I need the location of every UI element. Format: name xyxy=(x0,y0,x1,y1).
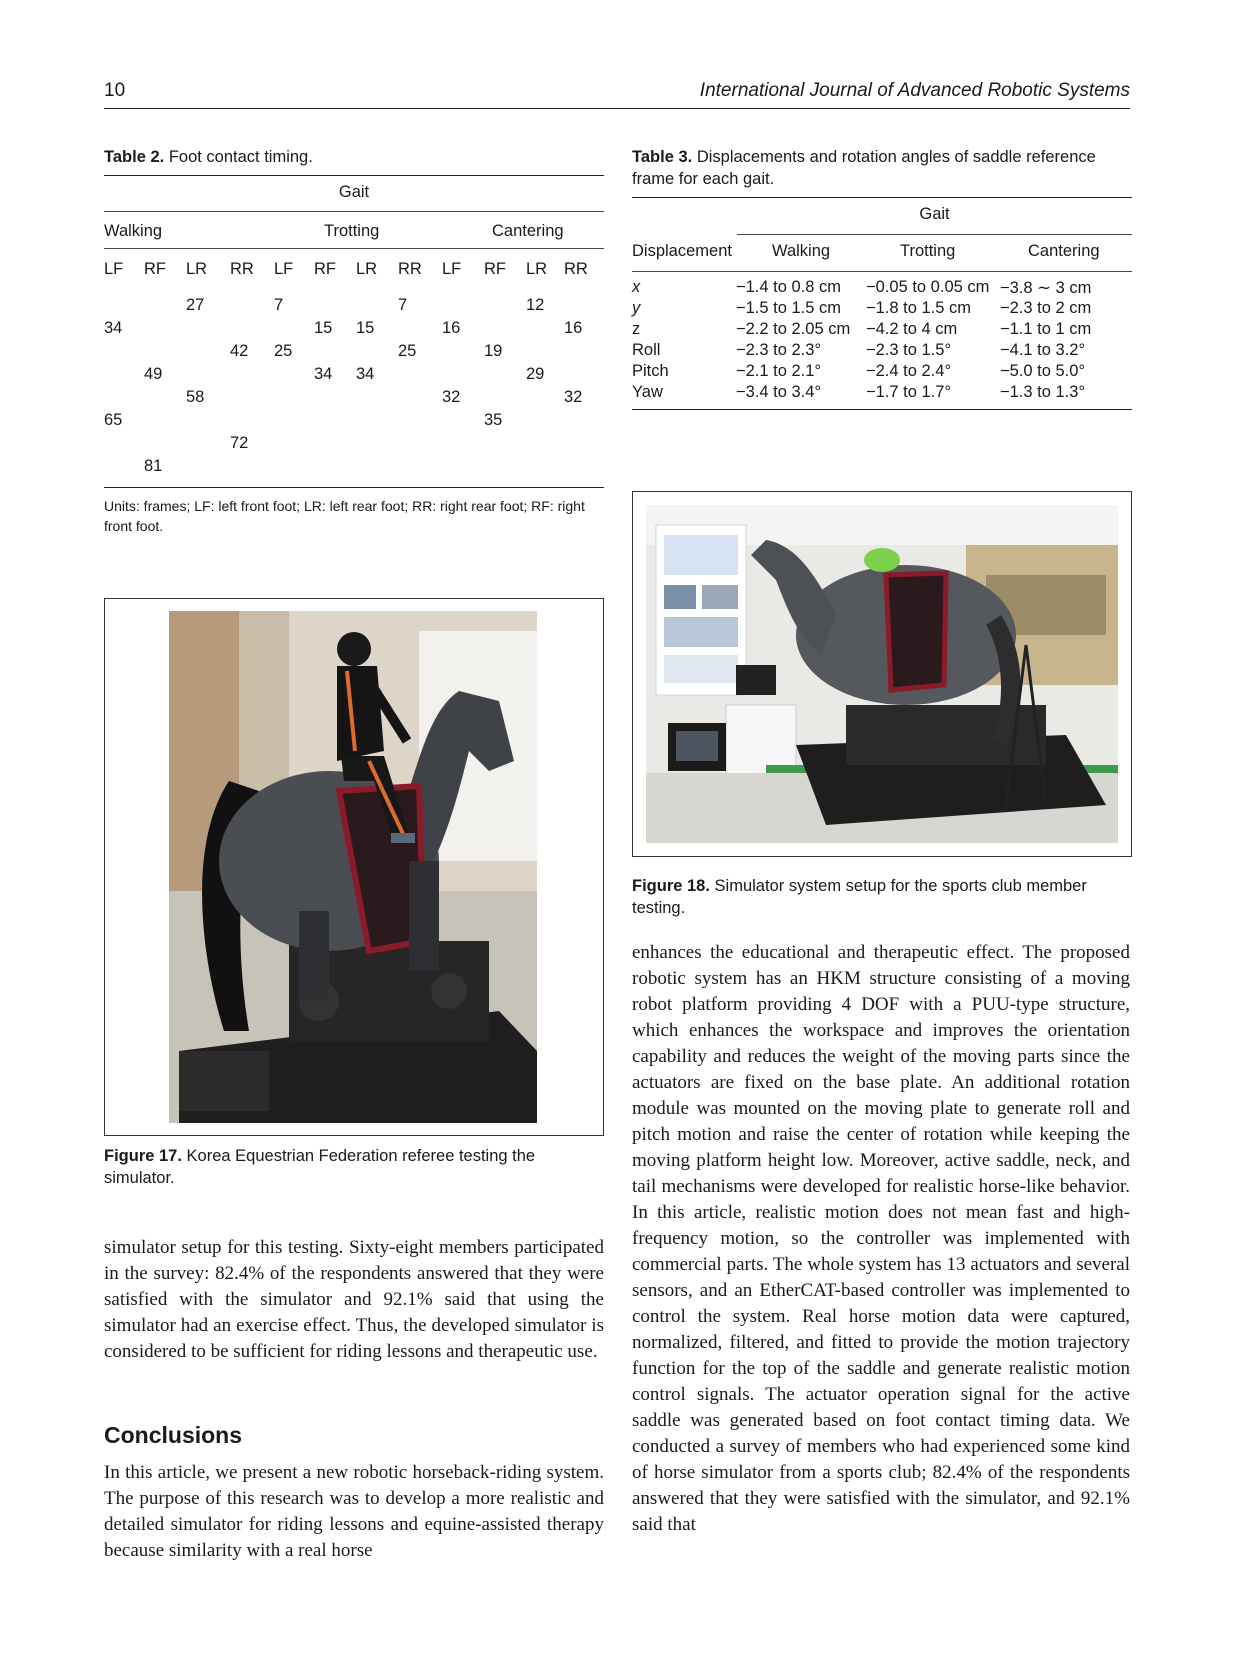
table-3-cell: −1.5 to 1.5 cm xyxy=(736,299,842,317)
table-3-cell: −2.3 to 1.5° xyxy=(866,341,952,359)
table-3-cell: −1.4 to 0.8 cm xyxy=(736,278,842,296)
table-2-foot-header: LF xyxy=(104,260,124,278)
table-3-row-label: Yaw xyxy=(632,383,663,401)
table-3-col-walking: Walking xyxy=(772,242,831,260)
conclusions-paragraph: In this article, we present a new robotic horseback-riding system. The purpose of this research was to develop a more realistic and detailed simulator for riding lessons and equine-assisted therapy because similarity with a real horse xyxy=(104,1462,604,1561)
table-2-gait-rule xyxy=(104,211,604,212)
table-3-col-displacement: Displacement xyxy=(632,242,732,260)
table-2-gait-walking: Walking xyxy=(104,222,163,240)
figure-17-photo xyxy=(169,611,537,1123)
table-3-col-trotting: Trotting xyxy=(900,242,956,260)
table-2-foot-header: RR xyxy=(230,260,254,278)
table-3-row-label: x xyxy=(632,278,641,296)
table-2-cell: 34 xyxy=(104,319,123,337)
table-2-foot-header: LR xyxy=(186,260,208,278)
figure-18-frame xyxy=(632,491,1132,857)
table-2-foot-header: RF xyxy=(144,260,166,278)
table-2-cell: 32 xyxy=(442,388,461,406)
table-2-cell: 16 xyxy=(564,319,583,337)
table-2-cell: 34 xyxy=(314,365,333,383)
figure-17-caption xyxy=(104,1145,604,1189)
table-3-cell: −4.2 to 4 cm xyxy=(866,320,958,338)
table-2-cell: 29 xyxy=(526,365,545,383)
table-3-cell: −4.1 to 3.2° xyxy=(1000,341,1086,359)
table-3-header-rule xyxy=(632,271,1132,272)
journal-name: International Journal of Advanced Robotic Systems xyxy=(699,80,1130,101)
figure-18-caption-text: Simulator system setup for the sports club member testing. xyxy=(632,877,1087,917)
figure-18-label: Figure 18. xyxy=(632,877,710,895)
table-3-gait-rule xyxy=(737,234,1132,235)
table-3-row-label: z xyxy=(632,320,641,338)
table-2-foot-header: LR xyxy=(526,260,548,278)
table-2-foot-header: RF xyxy=(314,260,336,278)
table-2-caption xyxy=(104,146,604,168)
table-2-cell: 81 xyxy=(144,457,163,475)
table-2-cell: 7 xyxy=(274,296,284,314)
table-2-cell: 16 xyxy=(442,319,461,337)
table-3-cell: −3.8 ∼ 3 cm xyxy=(1000,279,1092,297)
table-3-cell: −1.3 to 1.3° xyxy=(1000,383,1086,401)
table-3-cell: −2.3 to 2.3° xyxy=(736,341,822,359)
table-3-title: Displacements and rotation angles of saddle reference frame for each gait. xyxy=(632,148,1096,188)
conclusions-heading: Conclusions xyxy=(104,1422,243,1448)
figure-17-frame xyxy=(104,598,604,1136)
table-2-cell: 58 xyxy=(186,388,205,406)
figure-18-photo xyxy=(646,505,1118,843)
table-2-cell: 7 xyxy=(398,296,408,314)
table-2-note: Units: frames; LF: left front foot; LR: left rear foot; RR: right rear foot; RF: right front foot. xyxy=(104,498,585,534)
table-2-cell: 25 xyxy=(398,342,417,360)
table-2-cell: 15 xyxy=(314,319,333,337)
table-2-gait-header: Gait xyxy=(338,183,370,201)
left-column-paragraph: simulator setup for this testing. Sixty-eight members participated in the survey: 82.4% of the respondents answered that they were satisfied with the simulator and 92.1% said that using the simulator had an exercise effect. Thus, the developed simulator is considered to be sufficient for riding lessons and therapeutic use. xyxy=(104,1237,604,1362)
table-2-label: Table 2. xyxy=(104,148,165,166)
table-3-cell: −1.1 to 1 cm xyxy=(1000,320,1092,338)
table-2-top-rule xyxy=(104,175,604,176)
table-2-foot-header: RR xyxy=(398,260,422,278)
table-3-row-label: Roll xyxy=(632,341,661,359)
table-2-cell: 25 xyxy=(274,342,293,360)
figure-17-label: Figure 17. xyxy=(104,1147,182,1165)
table-2-title: Foot contact timing. xyxy=(168,148,313,166)
table-2-cell: 32 xyxy=(564,388,583,406)
table-2-cell: 15 xyxy=(356,319,375,337)
table-2-foot-header: LF xyxy=(442,260,462,278)
table-2-foot-header: RF xyxy=(484,260,506,278)
table-2-cell: 34 xyxy=(356,365,375,383)
table-3-cell: −2.4 to 2.4° xyxy=(866,362,952,380)
table-2-gait-trotting: Trotting xyxy=(324,222,380,240)
table-3-gait-header: Gait xyxy=(919,205,950,223)
table-3-top-rule xyxy=(632,197,1132,198)
table-3-row-label: y xyxy=(632,299,641,317)
table-2-gait-cantering: Cantering xyxy=(492,222,564,240)
table-2-cell: 72 xyxy=(230,434,249,452)
table-2-cell: 19 xyxy=(484,342,503,360)
figure-17-image xyxy=(169,611,537,1123)
table-2-bottom-rule xyxy=(104,487,604,488)
table-2-cell: 27 xyxy=(186,296,205,314)
table-3-cell: −2.2 to 2.05 cm xyxy=(736,320,851,338)
table-3-cell: −1.7 to 1.7° xyxy=(866,383,952,401)
table-2-foot-header: LR xyxy=(356,260,378,278)
table-2-cell: 65 xyxy=(104,411,123,429)
table-3-cell: −0.05 to 0.05 cm xyxy=(866,278,990,296)
table-2-cell: 12 xyxy=(526,296,545,314)
table-3-cell: −5.0 to 5.0° xyxy=(1000,362,1086,380)
table-2-foot-header: LF xyxy=(274,260,294,278)
table-3-col-cantering: Cantering xyxy=(1028,242,1100,260)
table-3-cell: −2.1 to 2.1° xyxy=(736,362,822,380)
table-3-cell: −3.4 to 3.4° xyxy=(736,383,822,401)
page-header xyxy=(104,80,1130,109)
table-3-label: Table 3. xyxy=(632,148,693,166)
figure-18-caption xyxy=(632,875,1132,919)
table-2-cell: 42 xyxy=(230,342,249,360)
table-3-bottom-rule xyxy=(632,409,1132,410)
page-number: 10 xyxy=(104,80,126,101)
table-3-cell: −2.3 to 2 cm xyxy=(1000,299,1092,317)
figure-17-caption-text: Korea Equestrian Federation referee testing the simulator. xyxy=(104,1147,536,1187)
table-2-subgroup-rule xyxy=(104,248,604,249)
right-column-paragraph: enhances the educational and therapeutic effect. The proposed robotic system has an HKM structure consisting of a moving robot platform providing 4 DOF with a PUU-type structure, which enhances the workspace and improves the orientation capability and reduces the weight of the moving parts since the actuators are fixed on the base plate. An additional rotation module was mounted on the moving plate to generate roll and pitch motion and raise the center of rotation while keeping the moving platform height low. Moreover, active saddle, neck, and tail mechanisms were developed for realistic horse-like behavior. In this article, realistic motion does not mean fast and high-frequency motion, so the controller was implemented with commercial parts. The whole system has 13 actuators and several sensors, and an EtherCAT-based controller was implemented to control the system. Real horse motion data were captured, normalized, filtered, and fitted to provide the motion trajectory function for the top of the saddle and generate realistic motion control signals. The actuator operation signal for the active saddle was generated based on foot contact timing data. We conducted a survey of members who had experienced some kind of horse simulator from a sports club; 82.4% of the respondents answered that they were satisfied with the simulator, and 92.1% said that xyxy=(632,942,1130,1535)
table-2-foot-header: RR xyxy=(564,260,588,278)
table-3-cell: −1.8 to 1.5 cm xyxy=(866,299,972,317)
figure-18-image xyxy=(646,505,1118,843)
table-3-caption xyxy=(632,146,1132,190)
table-2-cell: 35 xyxy=(484,411,503,429)
table-2-cell: 49 xyxy=(144,365,163,383)
table-3-row-label: Pitch xyxy=(632,362,669,380)
